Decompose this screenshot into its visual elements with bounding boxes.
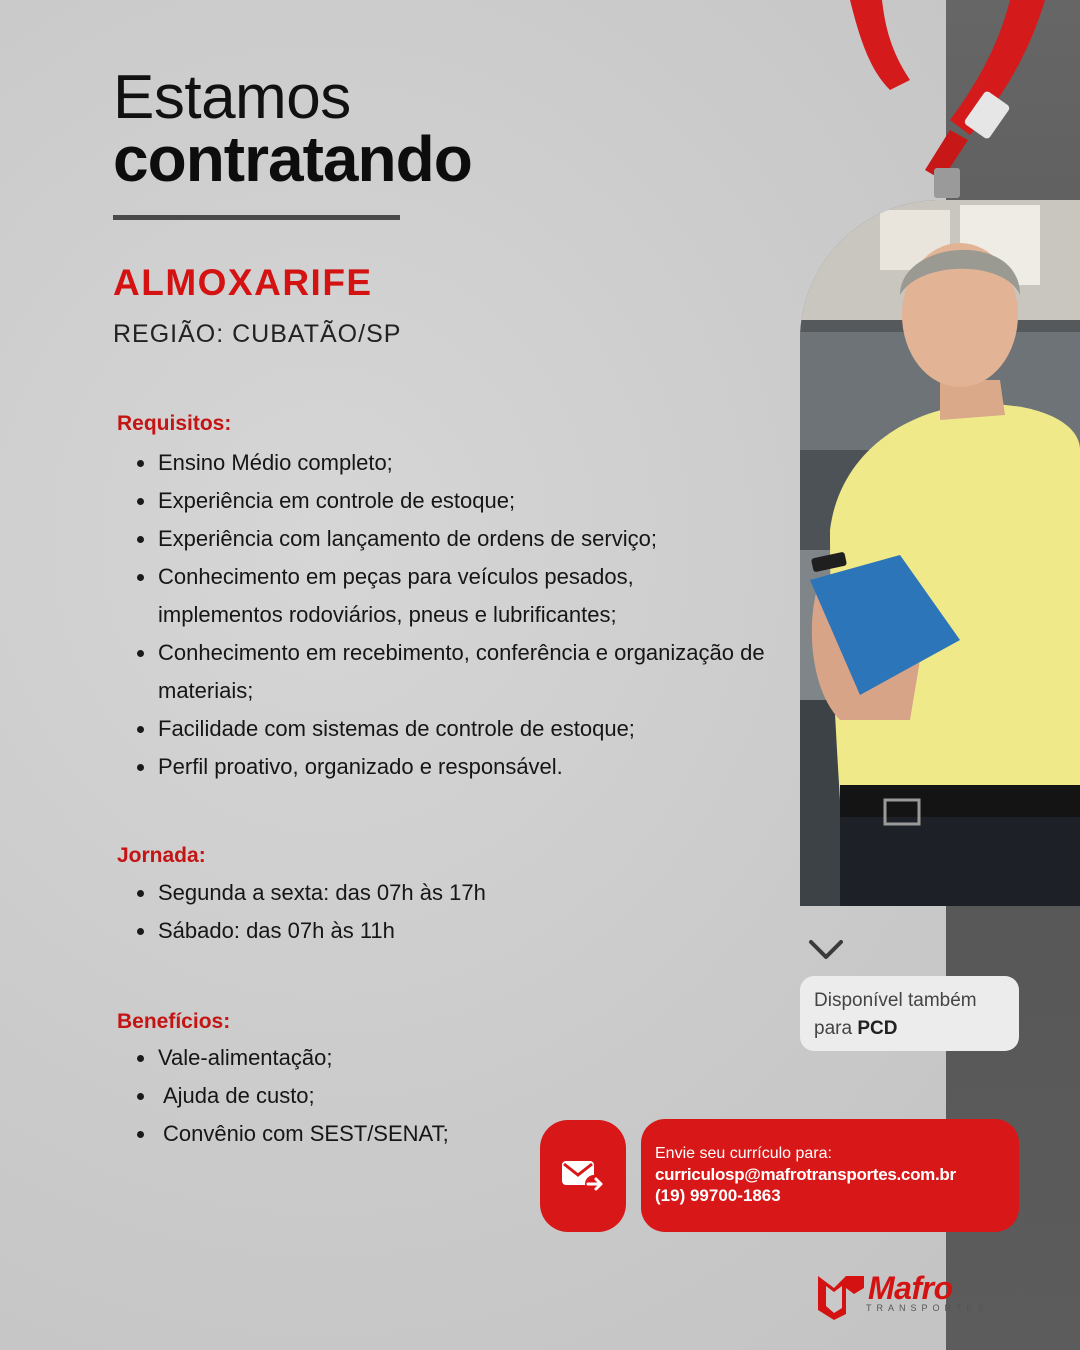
schedule-title: Jornada: bbox=[117, 844, 206, 867]
list-item: Conhecimento em peças para veículos pesados, implementos rodoviários, pneus e lubrificantes; bbox=[135, 558, 695, 634]
job-region: REGIÃO: CUBATÃO/SP bbox=[113, 320, 402, 348]
list-item: Experiência em controle de estoque; bbox=[135, 482, 795, 520]
job-title: ALMOXARIFE bbox=[113, 262, 373, 303]
schedule-list bbox=[135, 874, 635, 950]
pcd-bold: PCD bbox=[857, 1018, 898, 1039]
list-item: Vale-alimentação; bbox=[135, 1039, 515, 1077]
headline-line-2: contratando bbox=[113, 123, 472, 195]
pcd-notice bbox=[800, 976, 1019, 1051]
list-item: Perfil proativo, organizado e responsável. bbox=[135, 748, 795, 786]
list-item: Convênio com SEST/SENAT; bbox=[135, 1115, 515, 1153]
lanyard-illustration bbox=[830, 0, 1080, 210]
worker-photo bbox=[800, 200, 1080, 906]
pcd-line-1: Disponível também bbox=[814, 990, 977, 1011]
pcd-prefix: para bbox=[814, 1018, 858, 1039]
contact-phone[interactable]: (19) 99700-1863 bbox=[655, 1186, 781, 1205]
brand-name: Mafro bbox=[868, 1270, 953, 1306]
contact-email[interactable]: curriculosp@mafrotransportes.com.br bbox=[655, 1165, 956, 1184]
list-item: Experiência com lançamento de ordens de serviço; bbox=[135, 520, 795, 558]
contact-box bbox=[641, 1119, 1019, 1232]
list-item: Segunda a sexta: das 07h às 17h bbox=[135, 874, 635, 912]
list-item: Ensino Médio completo; bbox=[135, 444, 795, 482]
list-item: Facilidade com sistemas de controle de estoque; bbox=[135, 710, 795, 748]
requirements-list bbox=[135, 444, 795, 786]
list-item: Sábado: das 07h às 11h bbox=[135, 912, 635, 950]
chevron-down-icon bbox=[808, 938, 844, 962]
requirements-title: Requisitos: bbox=[117, 412, 232, 435]
benefits-title: Benefícios: bbox=[117, 1010, 231, 1033]
headline-divider bbox=[113, 215, 400, 220]
contact-lead: Envie seu currículo para: bbox=[655, 1145, 832, 1162]
send-resume-button[interactable] bbox=[540, 1120, 626, 1232]
list-item: Conhecimento em recebimento, conferência e organização de materiais; bbox=[135, 634, 795, 710]
headline-line-1: Estamos bbox=[113, 63, 351, 132]
mail-send-icon bbox=[560, 1158, 606, 1194]
brand-subtitle: TRANSPORTES bbox=[866, 1303, 989, 1313]
pcd-line-2 bbox=[814, 1015, 1005, 1043]
benefits-list bbox=[135, 1039, 515, 1153]
list-item: Ajuda de custo; bbox=[135, 1077, 515, 1115]
